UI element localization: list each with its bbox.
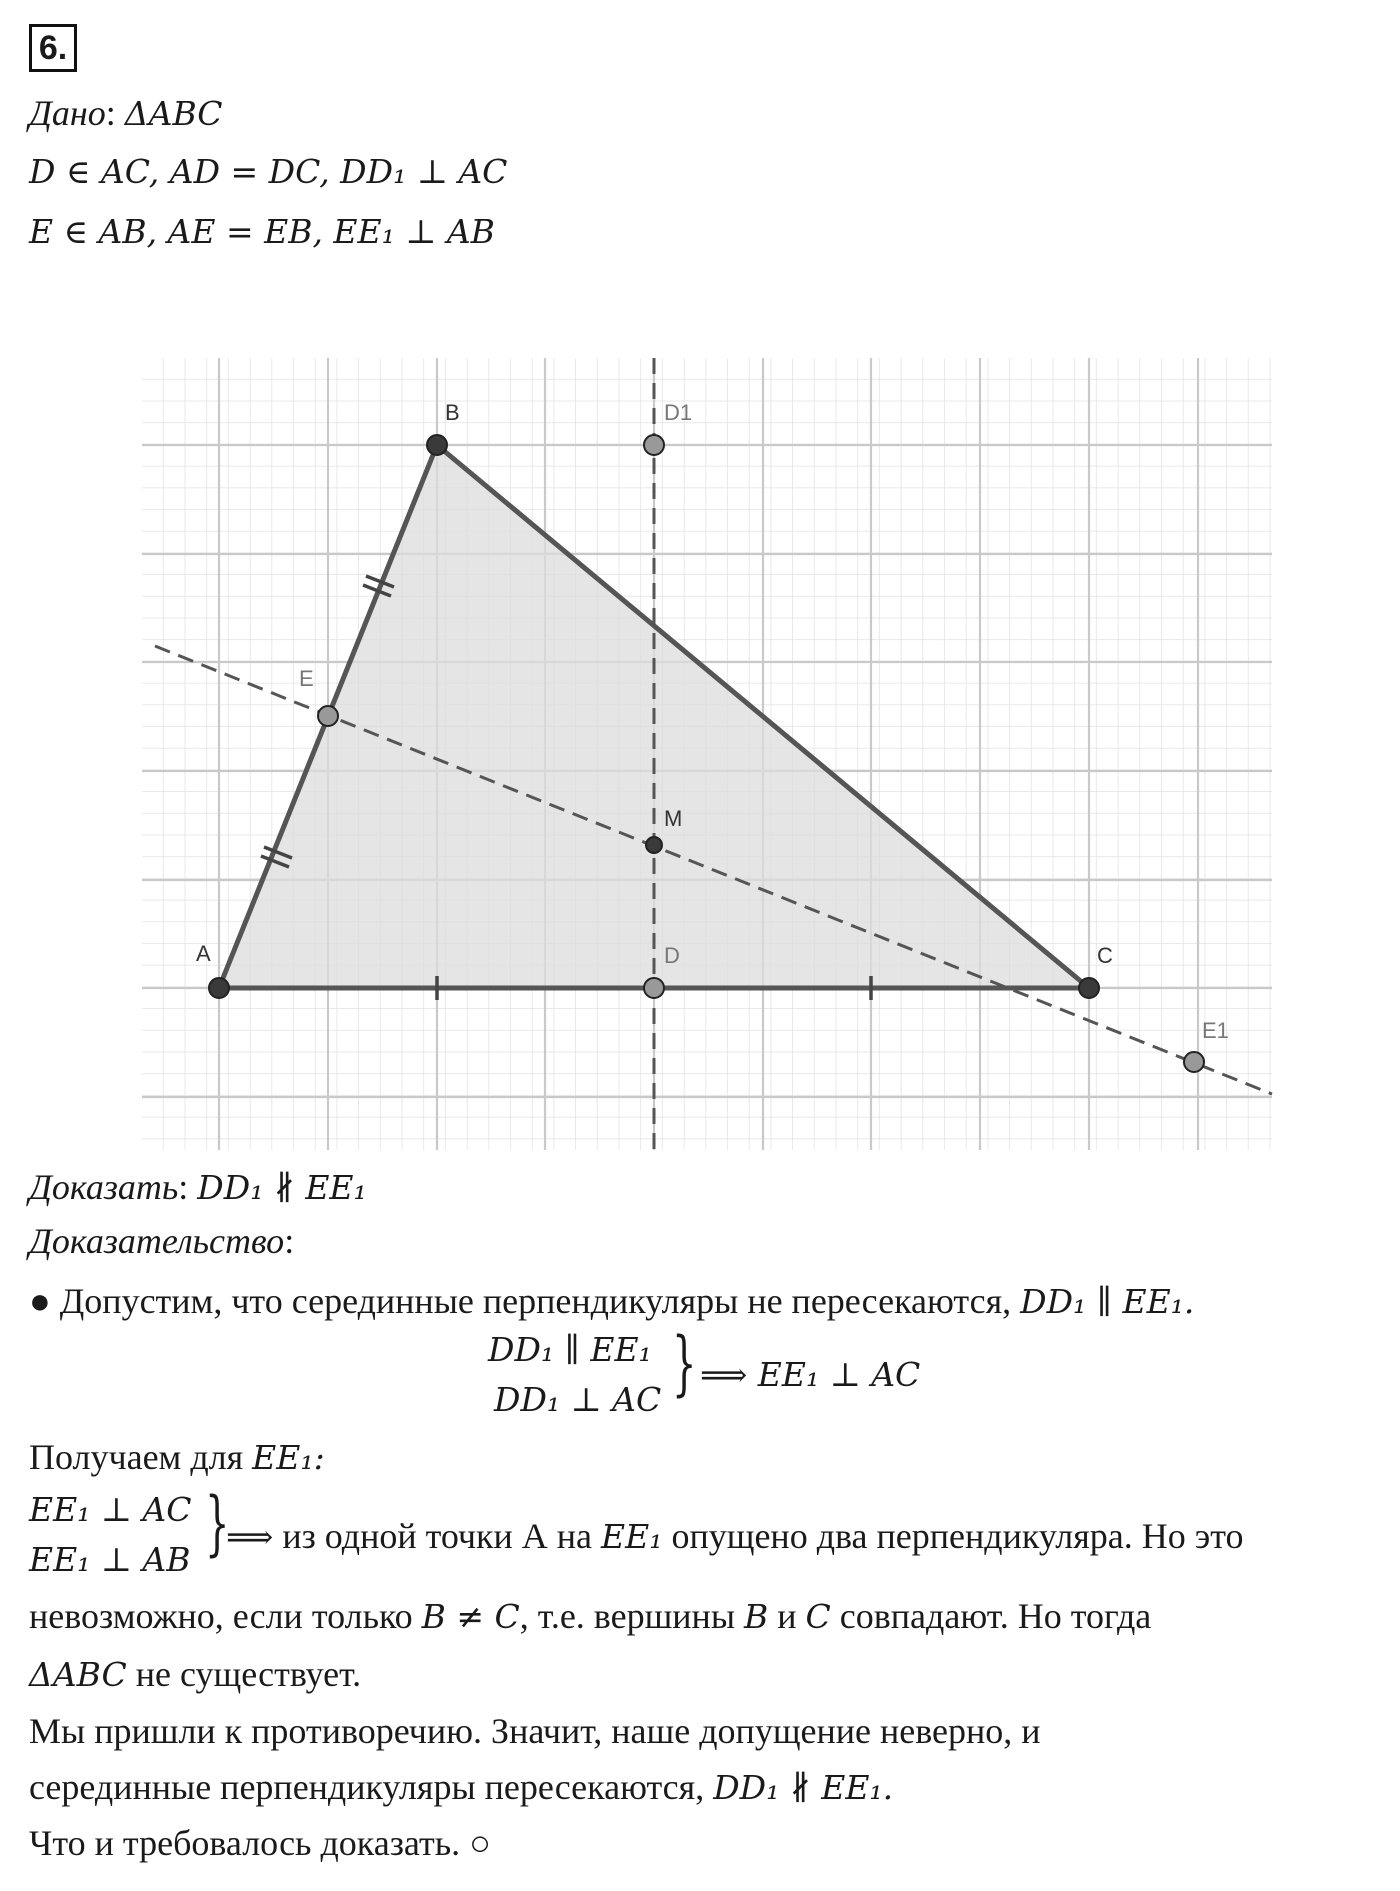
system2-arrow: ⟹ (226, 1517, 274, 1556)
system2-text2: опущено два перпендикуляра. Но это (662, 1516, 1244, 1556)
system1-result: ⟹ EE₁ ⊥ AC (700, 1355, 921, 1394)
point-m (646, 837, 662, 853)
proof-qed: Что и требовалось доказать. ○ (29, 1823, 491, 1863)
given-line-3: E ∈ AB, AE = EB, EE₁ ⊥ AB (29, 212, 495, 251)
system1-brace: } (672, 1322, 697, 1404)
get-for-math: EE₁: (252, 1438, 325, 1477)
p2-math1: B ≠ C (421, 1597, 520, 1636)
system2-text1: из одной точки А на (273, 1516, 602, 1556)
p5-text1: серединные перпендикуляры пересекаются, (29, 1767, 714, 1807)
proof-line-not-exist (29, 1653, 361, 1696)
system2-math1: EE₁ (601, 1517, 663, 1556)
label-a: A (196, 941, 211, 966)
p2-text4: совпадают. Но тогда (830, 1596, 1152, 1636)
p2-text2: , т.е. вершины (519, 1596, 745, 1636)
given-line-2: D ∈ AC, AD = DC, DD₁ ⊥ AC (29, 152, 508, 191)
prove-statement: DD₁ ∦ EE₁ (197, 1168, 367, 1207)
given-colon: : (105, 93, 125, 133)
p2-text1: невозможно, если только (29, 1596, 422, 1636)
label-d: D (664, 943, 680, 968)
point-b (427, 435, 447, 455)
p3-text1: не существует. (126, 1654, 362, 1694)
proof-line-contradiction: Мы пришли к противоречию. Значит, наше допущение неверно, и (29, 1711, 1041, 1751)
p2-math2: B (744, 1597, 769, 1636)
assumption-math: DD₁ ∥ EE₁. (1020, 1282, 1195, 1321)
point-e (318, 706, 338, 726)
p3-math1: ΔABC (29, 1655, 127, 1694)
system2-line2: EE₁ ⊥ AB (29, 1540, 191, 1579)
p2-text3: и (768, 1596, 806, 1636)
label-c: C (1097, 943, 1113, 968)
prove-line (29, 1166, 367, 1209)
system2-line1: EE₁ ⊥ AC (29, 1490, 192, 1529)
label-e: E (299, 666, 314, 691)
point-e1 (1184, 1052, 1204, 1072)
proof-line-conclusion (29, 1766, 893, 1809)
point-a (209, 978, 229, 998)
point-d (644, 978, 664, 998)
prove-colon: : (178, 1167, 198, 1207)
label-b: B (445, 400, 460, 425)
system1-line1: DD₁ ∥ EE₁ (488, 1330, 652, 1369)
proof-heading (29, 1220, 294, 1263)
proof-line-impossible (29, 1595, 1151, 1638)
label-d1: D1 (664, 400, 693, 425)
given-triangle: ΔABC (124, 94, 223, 133)
proof-assumption (29, 1280, 1194, 1323)
label-m: M (664, 806, 683, 831)
given-label: Дано (29, 93, 106, 133)
proof-colon: : (284, 1221, 295, 1261)
prove-label: Доказать (29, 1167, 179, 1207)
problem-number: 6. (29, 24, 77, 72)
point-c (1079, 978, 1099, 998)
proof-label: Доказательство (29, 1221, 285, 1261)
system2-conclusion (226, 1515, 1243, 1558)
get-for-text: Получаем для (29, 1437, 253, 1477)
p2-math3: C (805, 1597, 831, 1636)
point-d1 (644, 435, 664, 455)
p5-math1: DD₁ ∦ EE₁. (713, 1768, 894, 1807)
label-e1: E1 (1202, 1018, 1229, 1043)
system2-brace: } (205, 1482, 230, 1564)
system1-line2: DD₁ ⊥ AC (494, 1380, 662, 1419)
assumption-text: ● Допустим, что серединные перпендикуляры не пересекаются, (29, 1281, 1021, 1321)
get-for-line (29, 1436, 325, 1479)
